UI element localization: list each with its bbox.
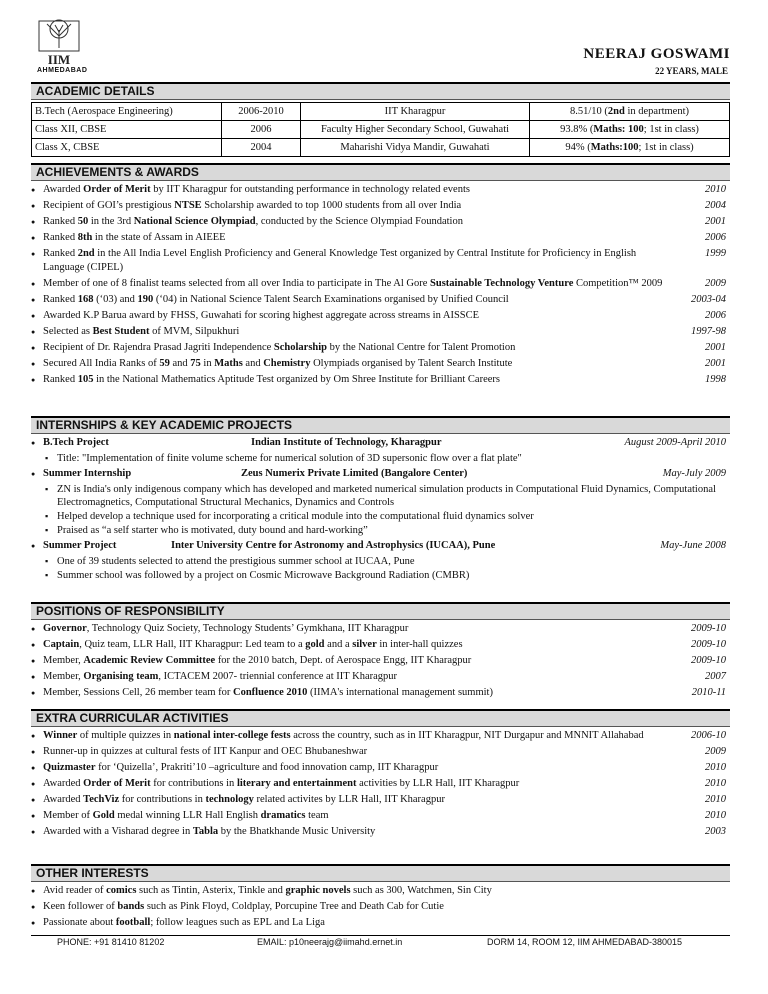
project-point: ▪ Helped develop a technique used for incorporating a critical module into the computational fluid dynamics solver xyxy=(45,510,730,523)
bold-text: graphic novels xyxy=(285,885,351,896)
project-point: ▪ Summer school was followed by a project on Cosmic Microwave Background Radiation (CMBR) xyxy=(45,569,730,582)
interests-section xyxy=(31,864,730,932)
institute-cell: IIT Kharagpur xyxy=(301,103,530,121)
phone-text: PHONE: +91 81410 81202 xyxy=(57,937,165,947)
item-text: Secured All India Ranks of xyxy=(43,358,160,369)
item-year: 2010 xyxy=(705,778,726,789)
item-text: , Quiz team, LLR Hall, IIT Kharagpur: Led team to a xyxy=(79,639,306,650)
years-cell: 2004 xyxy=(222,139,301,157)
item-year: 2010 xyxy=(705,794,726,805)
bold-text: Organising team xyxy=(83,671,159,682)
project-org: Zeus Numerix Private Limited (Bangalore Center) xyxy=(241,468,468,479)
item-text: Olympiads organised by Talent Search Institute xyxy=(310,358,513,369)
item-text: Ranked xyxy=(43,374,78,385)
bold-text: TechViz xyxy=(83,794,120,805)
academic-row xyxy=(32,103,730,121)
bold-text: 50 xyxy=(77,216,89,227)
item-year: 2001 xyxy=(705,342,726,353)
project-point: ▪ Title: "Implementation of finite volume scheme for numerical solution of 3D supersonic flow over a flat plate" xyxy=(45,452,730,465)
years-cell: 2006 xyxy=(222,121,301,139)
interest-item xyxy=(31,900,730,914)
item-year: 2009-10 xyxy=(691,623,726,634)
academic-table xyxy=(31,102,730,157)
item-text: in the All India Level English Proficiency and General Knowledge Test organized by Central Institute for Proficiency in English Language (CIPEL) xyxy=(43,248,637,273)
achievement-item xyxy=(31,277,730,291)
academic-row xyxy=(32,121,730,139)
item-year: 2010 xyxy=(705,184,726,195)
achievement-item xyxy=(31,341,730,355)
item-text: Selected as xyxy=(43,326,93,337)
project-date: May-June 2008 xyxy=(660,540,726,551)
position-item xyxy=(31,670,730,684)
item-year: 1997-98 xyxy=(691,326,726,337)
score-bold: Maths: 100 xyxy=(593,124,644,135)
item-text: by the National Centre for Talent Promotion xyxy=(327,342,516,353)
score-text: 93.8% ( xyxy=(560,124,594,135)
bold-text: 59 xyxy=(159,358,170,369)
item-year: 2009 xyxy=(705,278,726,289)
project-type: ● Summer Internship xyxy=(43,468,132,479)
item-text: Ranked xyxy=(43,232,78,243)
item-text: and xyxy=(242,358,264,369)
activity-item xyxy=(31,745,730,759)
item-text: (‘03) and xyxy=(93,294,138,305)
activity-item xyxy=(31,793,730,807)
bold-text: literary and entertainment xyxy=(236,778,357,789)
score-text: in department) xyxy=(624,106,689,117)
position-item xyxy=(31,686,730,700)
score-cell xyxy=(530,121,730,139)
achievements-section xyxy=(31,163,730,389)
item-text: Recipient of Dr. Rajendra Prasad Jagriti Independence xyxy=(43,342,274,353)
item-text: by IIT Kharagpur for outstanding performance in technology related events xyxy=(150,184,470,195)
candidate-name: NEERAJ GOSWAMI xyxy=(583,46,730,62)
degree-cell: Class XII, CBSE xyxy=(32,121,222,139)
activity-item xyxy=(31,777,730,791)
score-text: ; 1st in class) xyxy=(638,142,694,153)
bold-text: dramatics xyxy=(260,810,306,821)
bold-text: national inter-college fests xyxy=(173,730,291,741)
project-date: August 2009-April 2010 xyxy=(624,437,726,448)
bold-text: Academic Review Committee xyxy=(83,655,216,666)
item-text: such as Pink Floyd, Coldplay, Porcupine Tree and Death Cab for Cutie xyxy=(144,901,444,912)
item-text: in inter-hall quizzes xyxy=(376,639,463,650)
bold-text: Governor xyxy=(43,623,87,634)
bold-text: silver xyxy=(352,639,377,650)
achievement-item xyxy=(31,373,730,387)
item-text: (‘04) in National Science Talent Search Examinations organised by Unified Council xyxy=(153,294,509,305)
project-type: ● B.Tech Project xyxy=(43,437,109,448)
section-heading: INTERNSHIPS & KEY ACADEMIC PROJECTS xyxy=(31,416,730,434)
item-text: Member of one of 8 finalist teams selected from all over India to participate in The Al Gore xyxy=(43,278,431,289)
item-text: Keen follower of xyxy=(43,901,118,912)
score-text: ; 1st in class) xyxy=(643,124,699,135)
bold-text: Sustainable Technology Venture xyxy=(430,278,574,289)
item-year: 2009-10 xyxy=(691,639,726,650)
item-text: in xyxy=(200,358,215,369)
item-year: 2006-10 xyxy=(691,730,726,741)
project-point: ▪ Praised as “a self starter who is motivated, duty bound and hard-working” xyxy=(45,524,730,537)
item-text: Member, xyxy=(43,655,84,666)
degree-cell: B.Tech (Aerospace Engineering) xyxy=(32,103,222,121)
item-text: , conducted by the Science Olympiad Foundation xyxy=(255,216,463,227)
bold-text: technology xyxy=(205,794,254,805)
item-text: such as 300, Watchmen, Sin City xyxy=(350,885,492,896)
internships-section xyxy=(31,416,730,583)
candidate-age-gender: 22 YEARS, MALE xyxy=(655,66,728,76)
bold-text: Gold xyxy=(92,810,115,821)
item-text: of multiple quizzes in xyxy=(77,730,174,741)
item-text: Awarded K.P Barua award by FHSS, Guwahati for scoring highest aggregate across streams in AISSCE xyxy=(43,310,480,321)
achievement-item xyxy=(31,293,730,307)
item-text: Competition™ 2009 xyxy=(573,278,663,289)
interest-item xyxy=(31,884,730,898)
bold-text: NTSE xyxy=(174,200,202,211)
bold-text: bands xyxy=(117,901,145,912)
bold-text: Quizmaster xyxy=(43,762,96,773)
item-text: , ICTACEM 2007- triennial conference at IIT Kharagpur xyxy=(158,671,398,682)
item-text: ; follow leagues such as EPL and La Liga xyxy=(150,917,325,928)
section-heading: POSITIONS OF RESPONSIBILITY xyxy=(31,602,730,620)
item-year: 2009-10 xyxy=(691,655,726,666)
position-item xyxy=(31,622,730,636)
project-org: Inter University Centre for Astronomy and Astrophysics (IUCAA), Pune xyxy=(171,540,496,551)
item-text: Recipient of GOI’s prestigious xyxy=(43,200,175,211)
section-heading: OTHER INTERESTS xyxy=(31,864,730,882)
achievement-item xyxy=(31,325,730,339)
positions-section xyxy=(31,602,730,702)
item-year: 2004 xyxy=(705,200,726,211)
item-text: Runner-up in quizzes at cultural fests of IIT Kanpur and OEC Bhubaneshwar xyxy=(43,746,368,757)
academic-row xyxy=(32,139,730,157)
project-header xyxy=(31,539,730,553)
achievement-item xyxy=(31,247,730,275)
project-header xyxy=(31,436,730,450)
item-text: of MVM, Silpukhuri xyxy=(149,326,240,337)
score-text: 8.51/10 ( xyxy=(569,106,608,117)
achievement-item xyxy=(31,357,730,371)
position-item xyxy=(31,654,730,668)
bold-text: 168 xyxy=(77,294,94,305)
achievement-item xyxy=(31,215,730,229)
item-text: Member, xyxy=(43,671,84,682)
item-text: in the state of Assam in AIEEE xyxy=(92,232,226,243)
section-heading: ACHIEVEMENTS & AWARDS xyxy=(31,163,730,181)
bold-text: Confluence 2010 xyxy=(233,687,308,698)
item-year: 2009 xyxy=(705,746,726,757)
item-text: Awarded xyxy=(43,184,84,195)
item-year: 2010 xyxy=(705,810,726,821)
achievement-item xyxy=(31,309,730,323)
project-type: ● Summer Project xyxy=(43,540,117,551)
item-year: 2003-04 xyxy=(691,294,726,305)
item-text: Member of xyxy=(43,810,93,821)
bold-text: comics xyxy=(106,885,137,896)
section-heading: ACADEMIC DETAILS xyxy=(31,82,730,100)
item-year: 2003 xyxy=(705,826,726,837)
projects-list xyxy=(31,436,730,582)
item-year: 1998 xyxy=(705,374,726,385)
bold-text: 2nd xyxy=(77,248,95,259)
bold-text: Best Student xyxy=(92,326,150,337)
item-text: for contributions in xyxy=(150,778,237,789)
project-points xyxy=(31,483,730,537)
item-year: 2001 xyxy=(705,216,726,227)
logo-caption: AHMEDABAD xyxy=(37,67,88,74)
item-text: medal winning LLR Hall English xyxy=(114,810,261,821)
institute-cell: Maharishi Vidya Mandir, Guwahati xyxy=(301,139,530,157)
item-year: 2006 xyxy=(705,310,726,321)
item-text: Awarded with a Visharad degree in xyxy=(43,826,193,837)
extra-list xyxy=(31,729,730,839)
contact-footer xyxy=(31,935,730,949)
item-text: in the 3rd xyxy=(88,216,134,227)
extra-section xyxy=(31,709,730,841)
bold-text: Maths xyxy=(214,358,243,369)
bold-text: 105 xyxy=(77,374,94,385)
item-year: 2010 xyxy=(705,762,726,773)
score-text: 94% ( xyxy=(565,142,591,153)
item-text: in the National Mathematics Aptitude Test organized by Om Shree Institute for Brilliant Careers xyxy=(93,374,500,385)
section-heading: EXTRA CURRICULAR ACTIVITIES xyxy=(31,709,730,727)
item-text: Scholarship awarded to top 1000 students from all over India xyxy=(201,200,462,211)
position-item xyxy=(31,638,730,652)
bold-text: Tabla xyxy=(192,826,219,837)
achievement-item xyxy=(31,231,730,245)
bold-text: Chemistry xyxy=(263,358,311,369)
positions-list xyxy=(31,622,730,700)
item-text: related activites by LLR Hall, IIT Kharagpur xyxy=(253,794,445,805)
item-year: 2006 xyxy=(705,232,726,243)
item-text: Member, Sessions Cell, 26 member team for xyxy=(43,687,233,698)
bold-text: 75 xyxy=(190,358,201,369)
item-text: across the country, such as in IIT Kharagpur, NIT Durgapur and MNNIT Allahabad xyxy=(290,730,644,741)
item-text: by the Bhatkhande Music University xyxy=(218,826,376,837)
item-text: activities by LLR Hall, IIT Kharagpur xyxy=(356,778,520,789)
achievements-list xyxy=(31,183,730,387)
activity-item xyxy=(31,809,730,823)
score-cell xyxy=(530,103,730,121)
item-text: , Technology Quiz Society, Technology Students’ Gymkhana, IIT Kharagpur xyxy=(86,623,409,634)
item-text: for ‘Quizella’, Prakriti’10 –agriculture and food innovation camp, IIT Kharagpur xyxy=(95,762,439,773)
achievement-item xyxy=(31,183,730,197)
institute-cell: Faculty Higher Secondary School, Guwahati xyxy=(301,121,530,139)
achievement-item xyxy=(31,199,730,213)
project-org: Indian Institute of Technology, Kharagpur xyxy=(251,437,442,448)
interests-list xyxy=(31,884,730,930)
bold-text: football xyxy=(115,917,151,928)
interest-item xyxy=(31,916,730,930)
bold-text: Order of Merit xyxy=(83,184,151,195)
item-year: 2010-11 xyxy=(691,687,726,698)
project-header xyxy=(31,467,730,481)
score-cell xyxy=(530,139,730,157)
item-text: Awarded xyxy=(43,778,84,789)
bold-text: gold xyxy=(305,639,325,650)
bold-text: National Science Olympiad xyxy=(133,216,256,227)
item-text: and a xyxy=(324,639,353,650)
item-text: Ranked xyxy=(43,248,78,259)
bold-text: 190 xyxy=(137,294,154,305)
activity-item xyxy=(31,825,730,839)
project-point: ▪ One of 39 students selected to attend the prestigious summer school at IUCAA, Pune xyxy=(45,555,730,568)
project-points xyxy=(31,555,730,582)
item-text: team xyxy=(305,810,329,821)
bold-text: 8th xyxy=(77,232,93,243)
item-text: Awarded xyxy=(43,794,84,805)
item-year: 2001 xyxy=(705,358,726,369)
item-text: for contributions in xyxy=(119,794,206,805)
bold-text: Winner xyxy=(43,730,78,741)
item-text: such as Tintin, Asterix, Tinkle and xyxy=(136,885,286,896)
years-cell: 2006-2010 xyxy=(222,103,301,121)
item-year: 2007 xyxy=(705,671,726,682)
degree-cell: Class X, CBSE xyxy=(32,139,222,157)
item-text: (IIMA's international management summit) xyxy=(307,687,493,698)
score-bold: Maths:100 xyxy=(590,142,639,153)
address-text: DORM 14, ROOM 12, IIM AHMEDABAD-380015 xyxy=(487,937,683,947)
project-point: ▪ ZN is India's only indigenous company which has developed and marketed numerical simulation products in Computational Fluid Dynamics, Computational Electromagnetics, Computational Structural Mechanics, Dynamics and Controls xyxy=(45,483,730,509)
activity-item xyxy=(31,761,730,775)
score-bold: 2nd xyxy=(607,106,625,117)
activity-item xyxy=(31,729,730,743)
item-text: Ranked xyxy=(43,216,78,227)
bold-text: Scholarship xyxy=(273,342,328,353)
item-text: for the 2010 batch, Dept. of Aerospace Engg, IIT Kharagpur xyxy=(215,655,472,666)
bold-text: Captain xyxy=(43,639,80,650)
email-text: EMAIL: p10neerajg@iimahd.ernet.in xyxy=(257,937,403,947)
item-year: 1999 xyxy=(705,248,726,259)
tree-emblem-icon xyxy=(35,18,83,68)
project-date: May-July 2009 xyxy=(662,468,726,479)
iim-logo xyxy=(35,18,88,80)
project-points xyxy=(31,452,730,465)
item-text: Ranked xyxy=(43,294,78,305)
bold-text: Order of Merit xyxy=(83,778,151,789)
svg-text:IIM: IIM xyxy=(47,52,71,67)
item-text: and xyxy=(169,358,191,369)
item-text: Passionate about xyxy=(43,917,116,928)
item-text: Avid reader of xyxy=(43,885,107,896)
academic-section xyxy=(31,82,730,157)
